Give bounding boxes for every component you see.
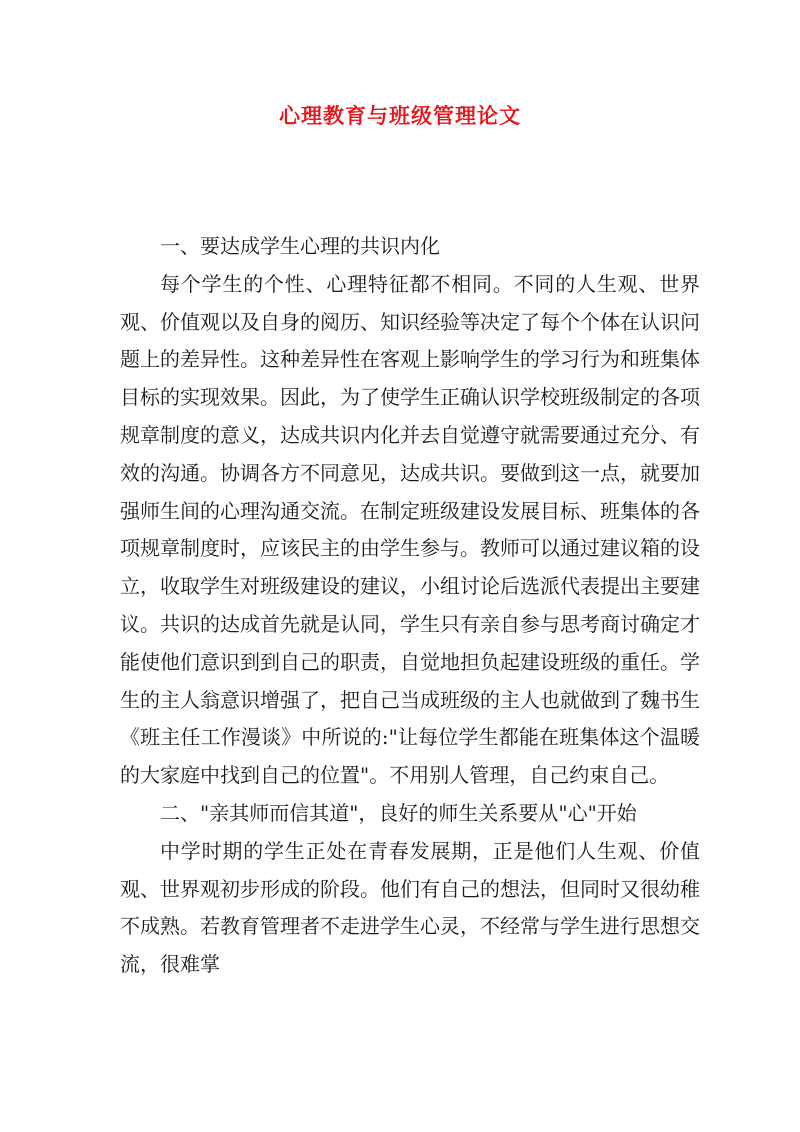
body-paragraph-2: 中学时期的学生正处在青春发展期，正是他们人生观、价值观、世界观初步形成的阶段。他们有自己的想法，但同时又很幼稚不成熟。若教育管理者不走进学生心灵，不经常与学生进行思想交流，很难掌 [120,838,700,977]
section-heading-1: 一、要达成学生心理的共识内化 [160,234,440,258]
document-body [120,228,700,984]
document-title: 心理教育与班级管理论文 [279,103,521,128]
section-heading-2: 二、"亲其师而信其道"，良好的师生关系要从"心"开始 [160,800,637,825]
body-paragraph-1: 每个学生的个性、心理特征都不相同。不同的人生观、世界观、价值观以及自身的阅历、知识经验等决定了每个个体在认识问题上的差异性。这种差异性在客观上影响学生的学习行为和班集体目标的实现效果。因此，为了使学生正确认识学校班级制定的各项规章制度的意义，达成共识内化并去自觉遵守就需要通过充分、有效的沟通。协调各方不同意见，达成共识。要做到这一点，就要加强师生间的心理沟通交流。在制定班级建设发展目标、班集体的各项规章制度时，应该民主的由学生参与。教师可以通过建议箱的设立，收取学生对班级建设的建议，小组讨论后选派代表提出主要建议。共识的达成首先就是认同，学生只有亲自参与思考商讨确定才能使他们意识到到自己的职责，自觉地担负起建设班级的重任。学生的主人翁意识增强了，把自己当成班级的主人也就做到了魏书生《班主任工作漫谈》中所说的:"让每位学生都能在班集体这个温暖的大家庭中找到自己的位置"。不用别人管理，自己约束自己。 [120,271,700,788]
